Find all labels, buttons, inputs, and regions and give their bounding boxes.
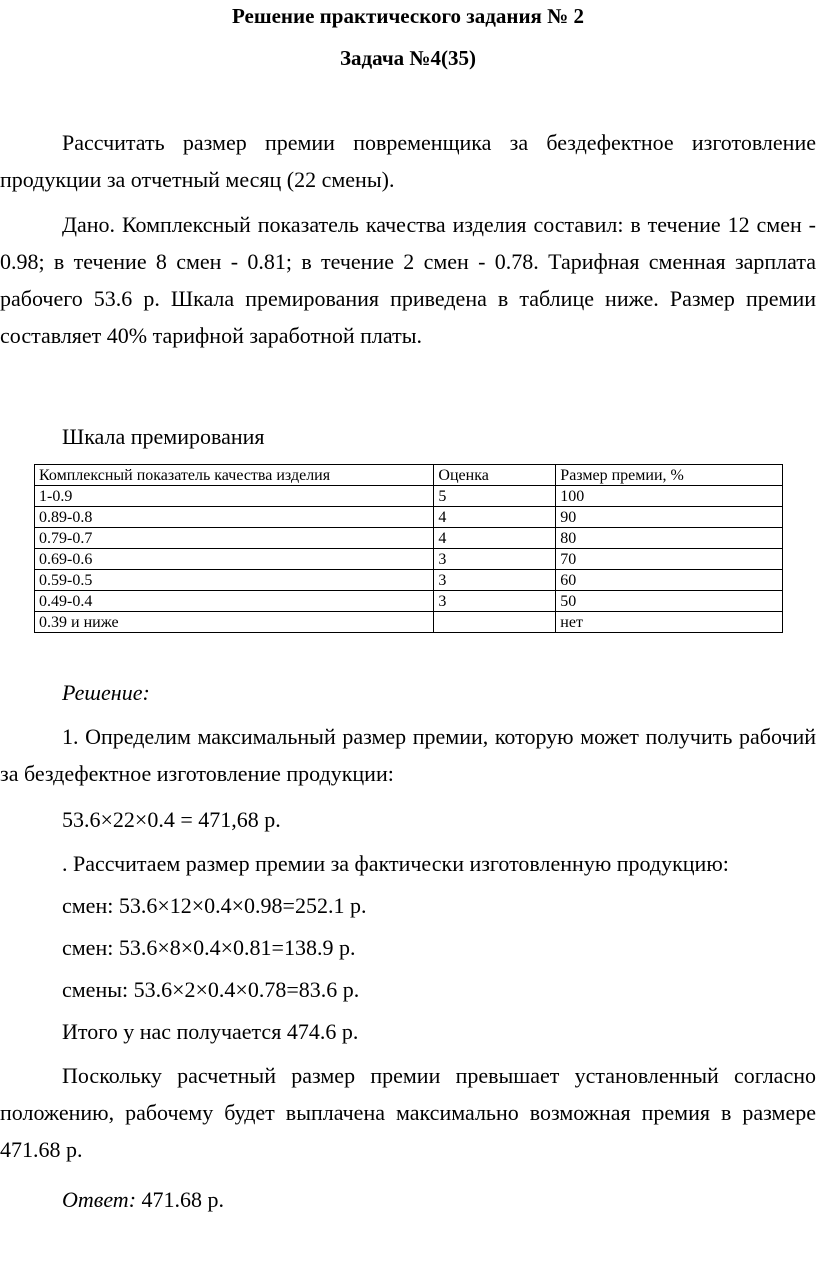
task-statement: Рассчитать размер премии повременщика за бездефектное изготовление продукции за отчетный месяц (22 смены). bbox=[0, 130, 816, 192]
conclusion: Поскольку расчетный размер премии превышает установленный согласно положению, рабочему будет выплачена максимально возможная премия в размере 471.68 р. bbox=[0, 1063, 816, 1162]
calc-line-2: смен: 53.6×8×0.4×0.81=138.9 р. bbox=[62, 935, 356, 960]
table-cell: 4 bbox=[434, 528, 556, 549]
table-header-row bbox=[35, 465, 783, 486]
task-given: Дано. Комплексный показатель качества изделия составил: в течение 12 смен - 0.98; в течение 8 смен - 0.81; в течение 2 смен - 0.78. Тарифная сменная зарплата рабочего 53.6 р. Шкала премирования приведена в таблице ниже. Размер премии составляет 40% тарифной заработной платы. bbox=[0, 212, 816, 348]
table-cell: 0.59-0.5 bbox=[35, 570, 434, 591]
calc-line-3: смены: 53.6×2×0.4×0.78=83.6 р. bbox=[62, 977, 360, 1002]
table-cell: 80 bbox=[556, 528, 783, 549]
formula-max-bonus: 53.6×22×0.4 = 471,68 р. bbox=[62, 807, 281, 832]
table-cell: 3 bbox=[434, 591, 556, 612]
table-caption: Шкала премирования bbox=[62, 424, 265, 449]
table-cell: 50 bbox=[556, 591, 783, 612]
table-cell: 0.89-0.8 bbox=[35, 507, 434, 528]
column-header: Комплексный показатель качества изделия bbox=[35, 465, 434, 486]
column-header: Размер премии, % bbox=[556, 465, 783, 486]
table-cell: 70 bbox=[556, 549, 783, 570]
table-cell: 3 bbox=[434, 570, 556, 591]
table-row bbox=[35, 591, 783, 612]
answer-value: 471.68 р. bbox=[136, 1187, 225, 1212]
table-cell: 90 bbox=[556, 507, 783, 528]
solution-heading: Решение: bbox=[62, 680, 150, 705]
table-row bbox=[35, 486, 783, 507]
table-row bbox=[35, 507, 783, 528]
table-row bbox=[35, 549, 783, 570]
solution-step-1: 1. Определим максимальный размер премии, которую может получить рабочий за бездефектное изготовление продукции: bbox=[0, 724, 816, 786]
table-cell: 100 bbox=[556, 486, 783, 507]
table-cell: 1-0.9 bbox=[35, 486, 434, 507]
table-cell: 4 bbox=[434, 507, 556, 528]
answer-line bbox=[62, 1187, 224, 1213]
table-cell: 0.69-0.6 bbox=[35, 549, 434, 570]
column-header: Оценка bbox=[434, 465, 556, 486]
table-cell: 0.39 и ниже bbox=[35, 612, 434, 633]
table-cell: 0.79-0.7 bbox=[35, 528, 434, 549]
table-cell bbox=[434, 612, 556, 633]
answer-label: Ответ: bbox=[62, 1187, 137, 1212]
calc-line-1: смен: 53.6×12×0.4×0.98=252.1 р. bbox=[62, 893, 367, 918]
table-cell: нет bbox=[556, 612, 783, 633]
table-cell: 0.49-0.4 bbox=[35, 591, 434, 612]
total-line: Итого у нас получается 474.6 р. bbox=[62, 1019, 359, 1044]
task-number: Задача №4(35) bbox=[339, 46, 477, 70]
bonus-scale-table bbox=[34, 464, 783, 633]
table-row bbox=[35, 570, 783, 591]
table-row bbox=[35, 528, 783, 549]
table-row bbox=[35, 612, 783, 633]
table-cell: 3 bbox=[434, 549, 556, 570]
solution-step-2: . Рассчитаем размер премии за фактически изготовленную продукцию: bbox=[62, 851, 729, 876]
table-cell: 5 bbox=[434, 486, 556, 507]
document-title: Решение практического задания № 2 bbox=[231, 4, 585, 28]
table-cell: 60 bbox=[556, 570, 783, 591]
